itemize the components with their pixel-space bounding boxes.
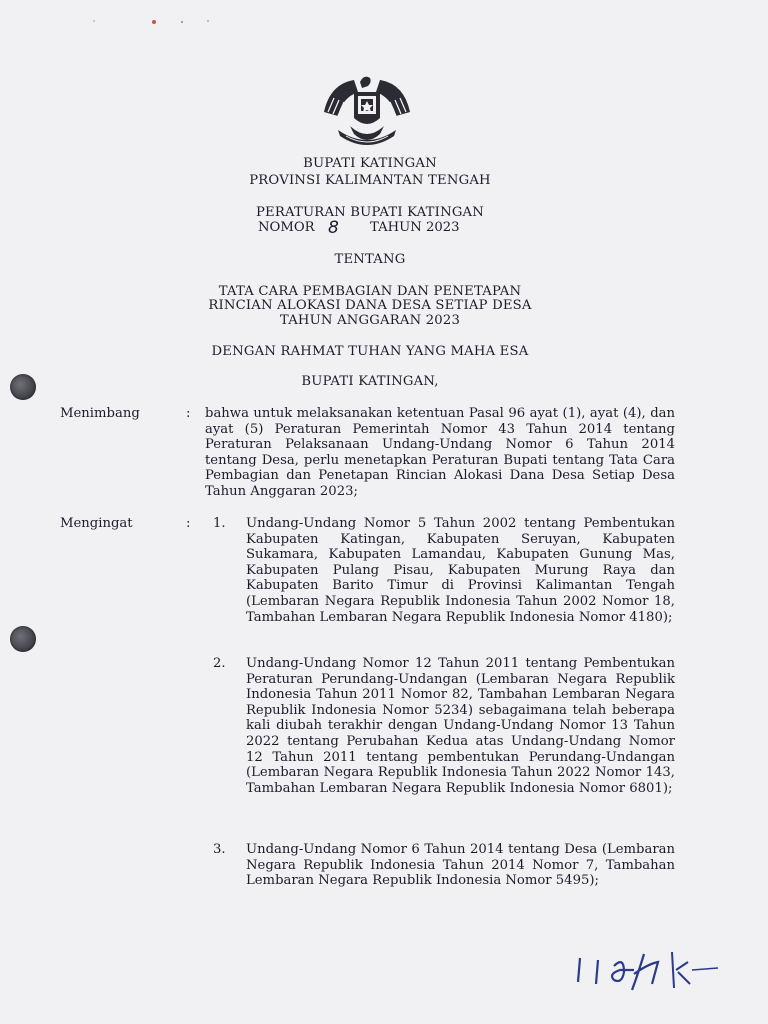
subject-line-1: TATA CARA PEMBAGIAN DAN PENETAPAN	[218, 284, 522, 299]
rahmat-line: DENGAN RAHMAT TUHAN YANG MAHA ESA	[211, 344, 529, 359]
subject-line-2: RINCIAN ALOKASI DANA DESA SETIAP DESA	[208, 298, 532, 313]
mengingat-colon: :	[186, 516, 191, 531]
year-label: TAHUN 2023	[370, 220, 460, 235]
number-label: NOMOR	[258, 220, 315, 235]
punch-hole-top	[10, 374, 36, 400]
menimbang-label: Menimbang	[60, 406, 140, 421]
handwritten-paraf-icon	[572, 944, 732, 992]
mengingat-item-2-number: 2.	[213, 656, 226, 671]
number-handwritten: 8	[328, 218, 339, 238]
mengingat-item-1-text: Undang-Undang Nomor 5 Tahun 2002 tentang Pembentukan Kabupaten Katingan, Kabupaten Seruyan, Kabupaten Sukamara, Kabupaten Lamandau, Kabupaten Gunung Mas, Kabupaten Pulang Pisau, Kabupaten Murung Raya dan Kabupaten Barito Timur di Provinsi Kalimantan Tengah (Lembaran Negara Republik Indonesia Tahun 2002 Nomor 18, Tambahan Lembaran Negara Republik Indonesia Nomor 4180);	[246, 516, 675, 625]
mengingat-item-3-text: Undang-Undang Nomor 6 Tahun 2014 tentang Desa (Lembaran Negara Republik Indonesia Tahun 2014 Nomor 7, Tambahan Lembaran Negara Republik Indonesia Nomor 5495);	[246, 842, 675, 889]
menimbang-colon: :	[186, 406, 191, 421]
punch-hole-bottom	[10, 626, 36, 652]
menimbang-text: bahwa untuk melaksanakan ketentuan Pasal 96 ayat (1), ayat (4), dan ayat (5) Peraturan Pemerintah Nomor 43 Tahun 2014 tentang Peraturan Pelaksanaan Undang-Undang Nomor 6 Tahun 2014 tentang Desa, perlu menetapkan Peraturan Bupati tentang Tata Cara Pembagian dan Penetapan Rincian Alokasi Dana Desa Setiap Desa Tahun Anggaran 2023;	[205, 406, 675, 499]
garuda-emblem-icon	[320, 72, 414, 152]
mengingat-label: Mengingat	[60, 516, 133, 531]
mengingat-item-2-text: Undang-Undang Nomor 12 Tahun 2011 tentang Pembentukan Peraturan Perundang-Undangan (Lembaran Negara Republik Indonesia Tahun 2011 Nomor 82, Tambahan Lembaran Negara Republik Indonesia Nomor 5234) sebagaimana telah beberapa kali diubah terakhir dengan Undang-Undang Nomor 13 Tahun 2022 tentang Perubahan Kedua atas Undang-Undang Nomor 12 Tahun 2011 tentang pembentukan Perundang-Undangan (Lembaran Negara Republik Indonesia Tahun 2022 Nomor 143, Tambahan Lembaran Negara Republik Indonesia Nomor 6801);	[246, 656, 675, 796]
header-line-2: PROVINSI KALIMANTAN TENGAH	[249, 173, 491, 188]
paper-specks	[90, 14, 220, 28]
bupati-line: BUPATI KATINGAN,	[301, 374, 439, 389]
mengingat-item-3-number: 3.	[213, 842, 226, 857]
mengingat-item-1-number: 1.	[213, 516, 226, 531]
regulation-title: PERATURAN BUPATI KATINGAN	[255, 205, 485, 220]
subject-line-3: TAHUN ANGGARAN 2023	[279, 313, 461, 328]
header-line-1: BUPATI KATINGAN	[303, 156, 437, 171]
tentang-heading: TENTANG	[334, 252, 406, 267]
